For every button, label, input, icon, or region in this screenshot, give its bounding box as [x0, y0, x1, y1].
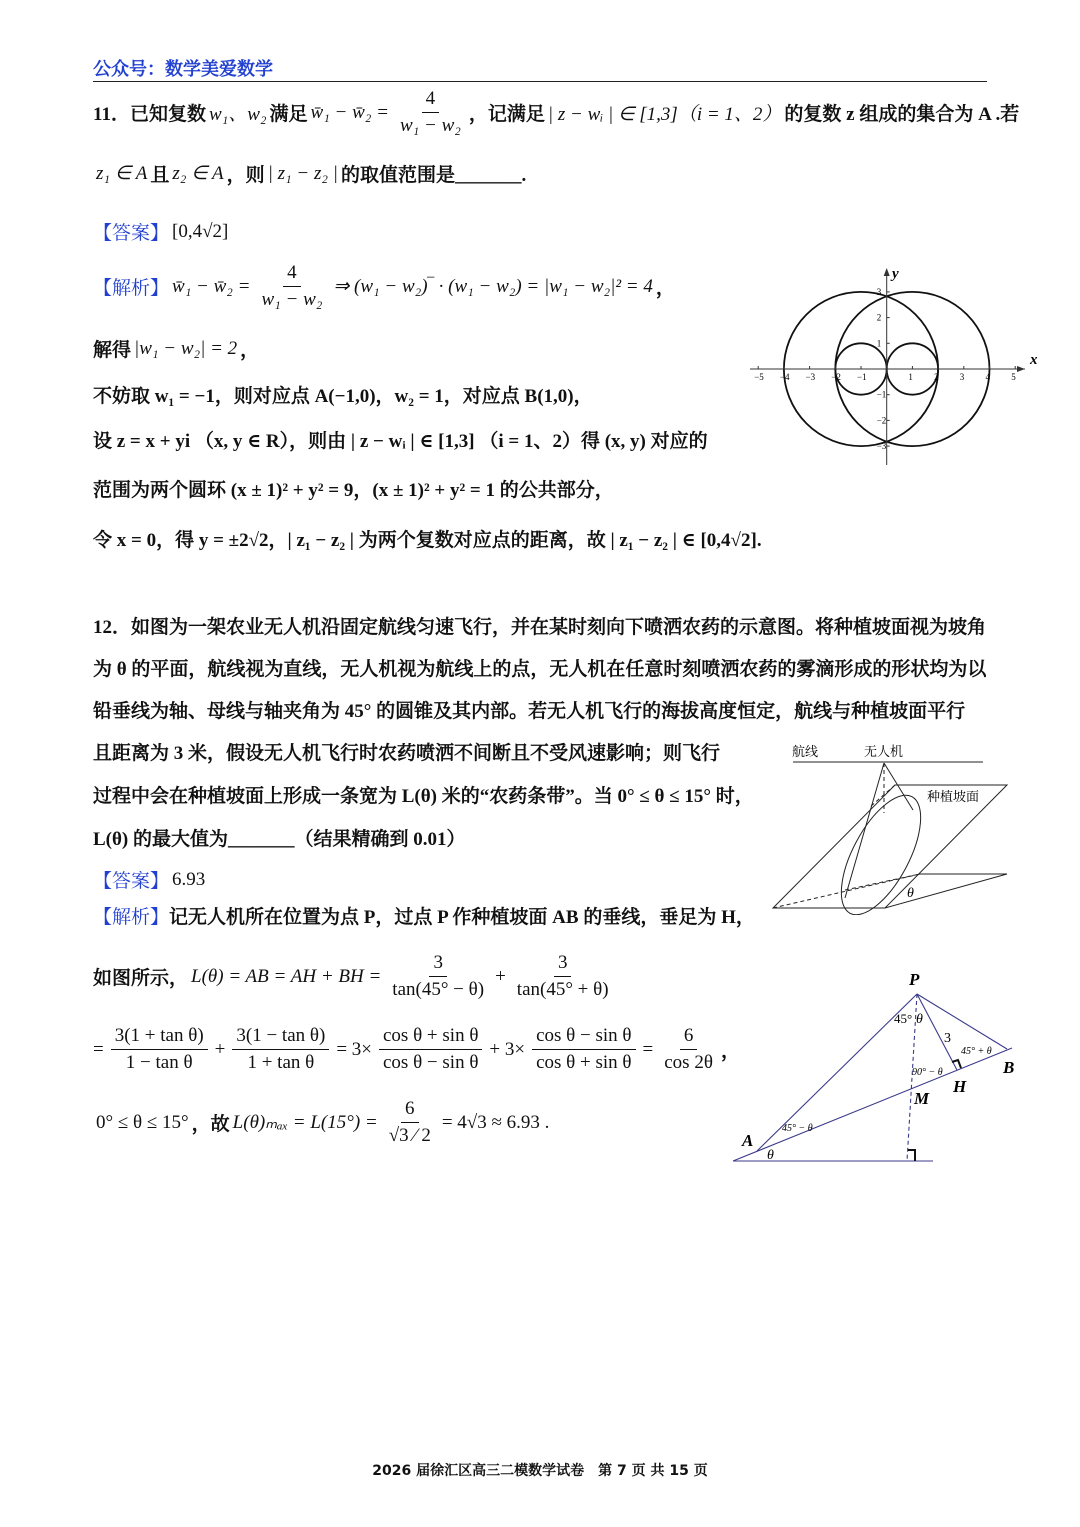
x-axis-arrow-icon [1017, 366, 1025, 372]
denominator: cos θ + sin θ [536, 1052, 632, 1073]
math: = 4√3 ≈ 6.93 . [441, 1111, 550, 1133]
q11-step5: 范围为两个圆环 (x ± 1)² + y² = 9，(x ± 1)² + y² = 1 的公共部分， [93, 480, 614, 501]
cone-generatrix-left [845, 763, 884, 898]
angle-a-label: 45° − θ [782, 1123, 813, 1134]
angle-m-label: 90° − θ [912, 1067, 943, 1078]
q12-triangle-figure [730, 960, 1030, 1170]
q12-cone-figure [760, 735, 1020, 915]
text: 且 [150, 165, 170, 186]
q12-line4: 且距离为 3 米，假设无人机飞行时农药喷洒不间断且不受风速影响；则飞行 [93, 743, 721, 764]
slope-label: 种植坡面 [927, 789, 980, 804]
q11-line2 [93, 160, 526, 187]
q12-line2: 为 θ 的平面，航线视为直线，无人机视为航线上的点，无人机在任意时刻喷洒农药的雾滴形成的形状均为以 [93, 659, 987, 680]
header-rule [93, 81, 987, 82]
angle-b-label: 45° + θ [961, 1046, 992, 1057]
y-tick-label: −1 [876, 389, 887, 400]
angle-theta-label: θ [767, 1148, 774, 1163]
numerator: 3 [554, 952, 572, 977]
answer-label: 【答案】 [93, 223, 170, 244]
q11-step4: 设 z = x + yi （x, y ∈ R），则由 | z − wᵢ | ∈ [1,3] （i = 1、2）得 (x, y) 对应的 [93, 431, 708, 452]
text: ， [720, 1041, 740, 1062]
x-tick-label: −5 [754, 372, 764, 382]
ground-plane [885, 874, 1007, 908]
point-b-label: B [1003, 1058, 1015, 1077]
x-axis-label: x [1030, 352, 1038, 368]
y-tick-label: −3 [876, 441, 887, 452]
math: z₁ ∈ A [96, 163, 148, 184]
q12-step3 [93, 1098, 552, 1147]
slope-line-ab [733, 1048, 1015, 1161]
point-m-label: M [914, 1089, 930, 1108]
numerator: 6 [680, 1025, 698, 1050]
numerator: 4 [283, 262, 301, 287]
math: w̄₁ − w̄₂ = [172, 275, 251, 297]
x-tick-label: −3 [805, 372, 816, 382]
cone-generatrix-right [884, 763, 913, 810]
text: ，则 [226, 165, 265, 186]
q12-line5: 过程中会在种植坡面上形成一条宽为 L(θ) 米的“农药条带”。当 0° ≤ θ ≤ 15° 时， [93, 786, 754, 807]
spray-ellipse [825, 784, 936, 915]
numerator: cos θ − sin θ [532, 1025, 635, 1050]
denominator: 1 − tan θ [125, 1052, 193, 1073]
math: z₂ ∈ A [172, 163, 224, 184]
math: w₁、w₂ [208, 104, 267, 125]
fraction [396, 88, 465, 137]
denominator: 1 + tan θ [247, 1052, 315, 1073]
angle-label: θ [907, 886, 914, 901]
text: 记无人机所在位置为点 P，过点 P 作种植坡面 AB 的垂线，垂足为 H， [169, 907, 755, 928]
fraction [257, 262, 326, 311]
denominator: w₁ − w₂ [399, 115, 461, 136]
math: 0° ≤ θ ≤ 15° [96, 1111, 189, 1133]
fraction [660, 1025, 717, 1074]
q11-step2 [93, 335, 259, 362]
y-tick-label: 3 [876, 286, 882, 297]
length-label: 3 [944, 1031, 951, 1046]
q11-step1 [93, 262, 675, 311]
q11-answer [93, 218, 231, 245]
x-tick-label: 1 [908, 372, 913, 382]
q12-answer [93, 866, 208, 893]
y-tick-label: 1 [876, 338, 882, 349]
answer-value: [0,4√2] [172, 220, 229, 242]
y-tick-label: −2 [876, 415, 887, 426]
numerator: 4 [422, 88, 440, 113]
numerator: 3(1 − tan θ) [232, 1025, 329, 1050]
numerator: 3 [429, 952, 447, 977]
numerator: 6 [401, 1098, 419, 1123]
answer-label: 【答案】 [93, 871, 170, 892]
math: + [495, 965, 506, 987]
q11-step6: 令 x = 0，得 y = ±2√2，| z₁ − z₂ | 为两个复数对应点的距离，故 | z₁ − z₂ | ∈ [0,4√2]. [93, 530, 762, 551]
x-tick-label: −2 [831, 372, 841, 382]
fraction [532, 1025, 635, 1074]
page-footer: 2026 届徐汇区高三二模数学试卷 第 7 页 共 15 页 [372, 1463, 708, 1479]
denominator: w₁ − w₂ [261, 289, 323, 310]
math: |w₁ − w₂| = 2 [134, 337, 238, 359]
denominator: tan(45° + θ) [516, 979, 609, 1000]
text: 满足 [269, 104, 308, 125]
x-tick-label: 5 [1011, 372, 1016, 382]
numerator: 3(1 + tan θ) [111, 1025, 208, 1050]
math: = [642, 1038, 654, 1060]
denominator: cos 2θ [664, 1052, 713, 1073]
q12-analysis [93, 902, 755, 929]
x-tick-label: 4 [985, 372, 990, 382]
header-account: 公众号：数学美爱数学 [93, 59, 273, 80]
point-a-label: A [742, 1131, 754, 1150]
q11-number: 11．已知复数 [93, 104, 206, 125]
numerator: cos θ + sin θ [379, 1025, 482, 1050]
x-tick-label: 3 [959, 372, 965, 382]
math: w̄₁ − w̄₂ = [310, 101, 389, 123]
q12-line6: L(θ) 的最大值为_______（结果精确到 0.01） [93, 829, 466, 850]
math: + [214, 1038, 226, 1060]
y-axis-arrow-icon [884, 268, 890, 276]
answer-value: 6.93 [172, 868, 206, 890]
fraction [232, 1025, 329, 1074]
text: ， [240, 340, 260, 361]
text: 解得 [93, 340, 132, 361]
x-tick-label: −1 [857, 372, 867, 382]
text: ，记满足 [468, 104, 545, 125]
q12-step2 [90, 1025, 740, 1074]
text: 的复数 z 组成的集合为 A .若 [784, 104, 1020, 125]
analysis-label: 【解析】 [93, 907, 170, 928]
q11-step3: 不妨取 w₁ = −1，则对应点 A(−1,0)，w₂ = 1，对应点 B(1,0)， [93, 386, 593, 407]
fraction [379, 1025, 482, 1074]
angle-p2-label: θ [916, 1012, 923, 1027]
denominator: cos θ − sin θ [383, 1052, 479, 1073]
math: ⇒ (w₁ − w₂)‾ · (w₁ − w₂) = |w₁ − w₂|² = 4 [333, 276, 653, 297]
q12-line3: 铅垂线为轴、母线与轴夹角为 45° 的圆锥及其内部。若无人机飞行的海拔高度恒定，航线与种植坡面平行 [93, 701, 966, 722]
math: = 3× [336, 1038, 372, 1060]
fraction [385, 1098, 435, 1147]
y-tick-label: 2 [876, 312, 882, 323]
denominator: √3 ⁄ 2 [388, 1125, 431, 1146]
q12-step1 [93, 952, 617, 1001]
drone-label: 无人机 [864, 744, 904, 759]
segment-ph [917, 994, 957, 1070]
fraction [513, 952, 613, 1001]
text: 如图所示， [93, 968, 189, 989]
analysis-label: 【解析】 [93, 278, 170, 299]
y-axis-label: y [892, 266, 899, 282]
segment-pb [917, 994, 1007, 1049]
x-tick-label: −4 [779, 372, 790, 382]
x-tick-label: 2 [934, 372, 939, 382]
route-label: 航线 [792, 744, 819, 759]
ground-hidden-edge [773, 874, 920, 908]
angle-p-label: 45° [894, 1011, 913, 1026]
segment-pa [757, 994, 917, 1151]
q12-line1: 12．如图为一架农业无人机沿固定航线匀速飞行，并在某时刻向下喷洒农药的示意图。将种植坡面视为坡角 [93, 617, 987, 638]
math: = [93, 1038, 104, 1060]
text: ，故 [191, 1114, 230, 1135]
fraction [111, 1025, 208, 1074]
math: | z − wᵢ | ∈ [1,3]（i = 1、2） [547, 104, 782, 125]
blank-text: 的取值范围是_______. [340, 165, 527, 186]
text: ， [655, 278, 675, 299]
point-h-label: H [953, 1077, 967, 1096]
math: + 3× [489, 1038, 526, 1060]
fraction [388, 952, 488, 1001]
math: L(θ) = AB = AH + BH = [191, 965, 382, 987]
q11-line1 [93, 88, 1019, 137]
denominator: tan(45° − θ) [392, 979, 485, 1000]
q11-circle-figure [740, 260, 1050, 470]
math: | z₁ − z₂ | [267, 162, 338, 184]
right-angle-mark-ground [908, 1150, 915, 1161]
math: L(θ)ₘₐₓ = L(15°) = [232, 1112, 378, 1133]
point-p-label: P [909, 970, 920, 989]
